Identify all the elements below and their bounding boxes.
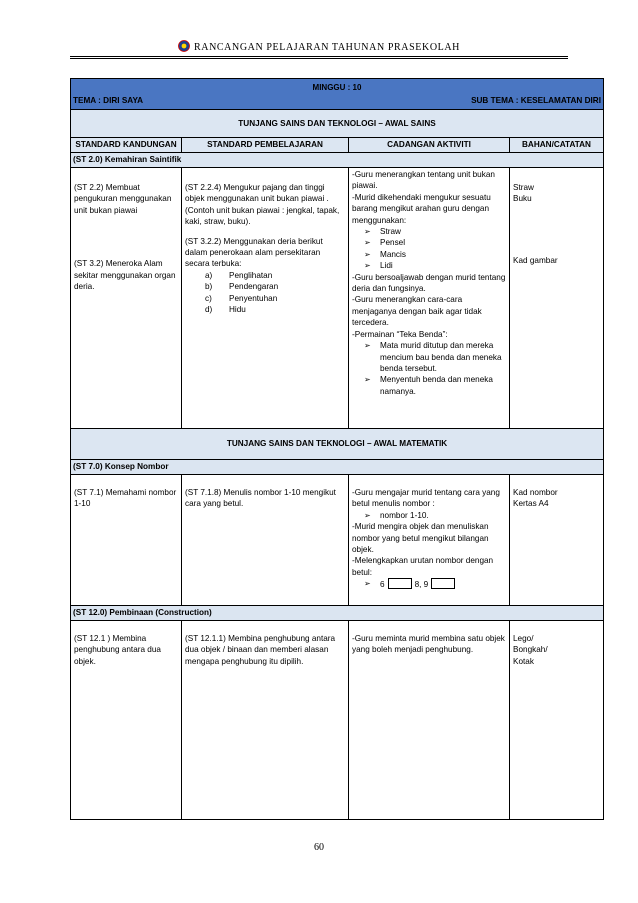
st20-content-row — [71, 168, 604, 429]
seq-end: 8, 9 — [414, 580, 429, 590]
deria-item: d) Hidu — [205, 305, 246, 315]
bahan-ukur-list — [352, 226, 506, 272]
col-standard-pembelajaran: STANDARD PEMBELAJARAN — [207, 140, 323, 150]
header-title: RANCANGAN PELAJARAN TAHUNAN PRASEKOLAH — [194, 42, 460, 53]
st70-pembelajaran: (ST 7.1.8) Menulis nombor 1-10 mengikut cara yang betul. — [185, 488, 336, 509]
list-item: ➢ Pensel — [352, 237, 506, 248]
deria-item: c) Penyentuhan — [205, 293, 278, 303]
col-cadangan-aktiviti: CADANGAN AKTIVITI — [387, 140, 471, 150]
st20-aktiviti-a: -Guru menerangkan tentang unit bukan piawai. — [352, 170, 495, 191]
section2-title-row — [71, 429, 604, 460]
st20-kandungan-2: (ST 3.2) Meneroka Alam sekitar menggunakan organ deria. — [74, 259, 176, 292]
st20-kandungan-1: (ST 2.2) Membuat pengukuran menggunakan unit bukan piawai — [74, 183, 172, 215]
st70-aktiviti-a: -Guru mengajar murid tentang cara yang betul menulis nombor : — [352, 488, 500, 509]
section-title-row — [71, 110, 604, 138]
lesson-plan-table — [70, 78, 604, 820]
st20-aktiviti-e: -Permainan “Teka Benda”: — [352, 329, 448, 339]
st70-kandungan: (ST 7.1) Memahami nombor 1-10 — [74, 488, 177, 509]
st20-catatan-3: Kad gambar — [513, 255, 558, 265]
page-header — [0, 40, 638, 53]
st120-catatan-2: Bongkah/ — [513, 645, 548, 655]
teka-benda-list — [352, 340, 506, 397]
st70-heading: (ST 7.0) Konsep Nombor — [73, 462, 169, 472]
header-rule — [70, 58, 568, 59]
school-logo-icon — [178, 40, 190, 52]
minggu-label: MINGGU : 10 — [312, 83, 362, 92]
week-row — [71, 79, 604, 110]
st20-pembelajaran-2: (ST 3.2.2) Menggunakan deria berikut dalam penerokaan alam persekitaran secara terbuka: — [185, 236, 323, 269]
st120-pembelajaran: (ST 12.1.1) Membina penghubung antara dua objek / binaan dan memberi alasan mengapa penghubung itu dipilih. — [185, 634, 336, 666]
st20-aktiviti-b: -Murid dikehendaki mengukur sesuatu barang mengikut arahan guru dengan menggunakan: — [352, 192, 491, 225]
st20-aktiviti-d: -Guru menerangkan cara-cara menjaganya dengan baik agar tidak tercedera. — [352, 295, 482, 328]
blank-box — [388, 578, 412, 589]
subtema-label: SUB TEMA : KESELAMATAN DIRI — [471, 96, 601, 106]
st20-aktiviti-c: -Guru bersoaljawab dengan murid tentang deria dan fungsinya. — [352, 272, 506, 294]
nombor-list — [352, 510, 506, 521]
list-item: ➢ nombor 1-10. — [352, 510, 506, 521]
column-header-row — [71, 138, 604, 153]
section-matematik-title: TUNJANG SAINS DAN TEKNOLOGI – AWAL MATEMATIK — [226, 439, 448, 449]
st120-catatan-3: Kotak — [513, 656, 534, 666]
st120-content-row — [71, 621, 604, 820]
deria-list — [185, 270, 345, 316]
st70-catatan-1: Kad nombor — [513, 488, 558, 497]
st70-aktiviti-b: -Murid mengira objek dan menuliskan nombor yang betul mengikut bilangan objek. — [352, 522, 489, 555]
list-item: ➢ Mancis — [352, 249, 506, 260]
st120-heading: (ST 12.0) Pembinaan (Construction) — [73, 608, 212, 618]
list-item: ➢ Lidi — [352, 260, 506, 271]
st120-aktiviti: -Guru meminta murid membina satu objek yang boleh menjadi penghubung. — [352, 634, 505, 655]
deria-item: b) Pendengaran — [205, 282, 279, 292]
list-item: ➢ Straw — [352, 226, 506, 237]
st20-heading: (ST 2.0) Kemahiran Saintifik — [73, 155, 182, 165]
deria-item: a) Penglihatan — [205, 270, 273, 280]
st20-catatan-2: Buku — [513, 194, 532, 204]
seq-start: 6 — [380, 580, 385, 590]
list-item: ➢ Mata murid ditutup dan mereka mencium bau benda dan meneka benda tersebut. — [352, 340, 506, 374]
st20-pembelajaran-1: (ST 2.2.4) Mengukur pajang dan tinggi objek menggunakan unit bukan piawai . (Contoh unit bukan piawai : jengkal, tapak, kaki, straw, buku). — [185, 183, 340, 227]
st20-heading-row — [71, 153, 604, 168]
urutan-list — [352, 578, 506, 590]
st70-heading-row — [71, 460, 604, 475]
st70-aktiviti-c: -Melengkapkan urutan nombor dengan betul: — [352, 556, 494, 577]
st20-catatan-1: Straw — [513, 183, 534, 192]
col-standard-kandungan: STANDARD KANDUNGAN — [75, 140, 177, 150]
st120-catatan-1: Lego/ — [513, 634, 534, 643]
col-bahan-catatan: BAHAN/CATATAN — [522, 140, 591, 150]
st70-content-row — [71, 475, 604, 606]
list-item — [352, 578, 506, 590]
st120-heading-row — [71, 606, 604, 621]
section-sains-title: TUNJANG SAINS DAN TEKNOLOGI – AWAL SAINS — [238, 118, 436, 128]
list-item: ➢ Menyentuh benda dan meneka namanya. — [352, 374, 506, 397]
tema-label: TEMA : DIRI SAYA — [73, 96, 144, 106]
header-rule — [70, 56, 568, 57]
blank-box — [431, 578, 455, 589]
page-number: 60 — [314, 842, 324, 853]
st120-kandungan: (ST 12.1 ) Membina penghubung antara dua objek. — [74, 634, 161, 666]
st70-catatan-2: Kertas A4 — [513, 499, 549, 509]
